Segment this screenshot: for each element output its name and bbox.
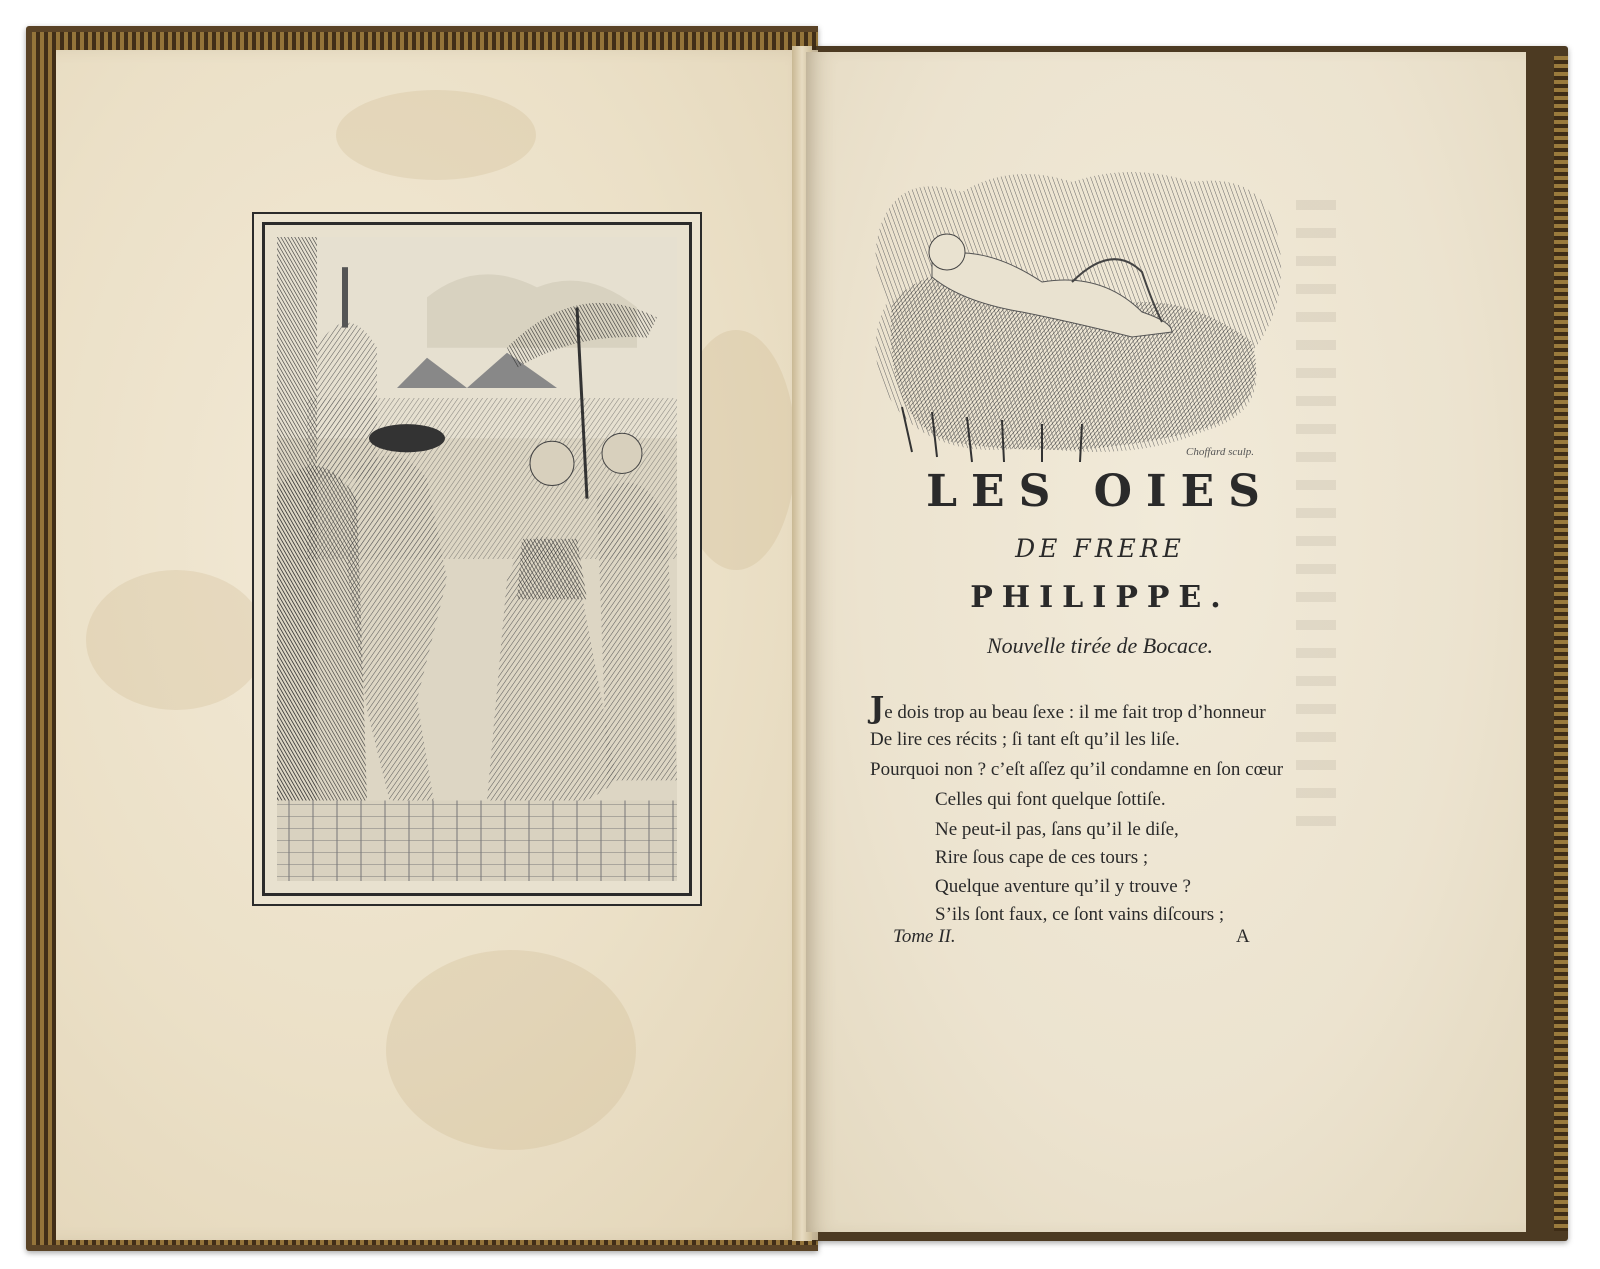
engraver-signature: Choffard sculp. (1186, 446, 1255, 458)
subtitle: Nouvelle tirée de Bocace. (986, 633, 1213, 658)
title-name: PHILIPPE. (970, 580, 1230, 615)
foxing-stain (336, 90, 536, 180)
verse-line-3: Pourquoi non ? c’eſt aſſez qu’il condamne en ſon cœur (870, 759, 1284, 780)
verse-line-2: De lire ces récits ; ſi tant eſt qu’il les liſe. (870, 729, 1180, 750)
verse-line-7: Quelque aventure qu’il y trouve ? (935, 876, 1191, 897)
vignette-engraving (872, 162, 1292, 464)
drop-cap: J (870, 691, 885, 726)
engraving-image (277, 237, 677, 881)
title-sub: DE FRERE (1015, 534, 1185, 563)
plate-border (262, 222, 692, 896)
verse-line-4: Celles qui font quelque ſottiſe. (935, 789, 1166, 810)
verse-line-1 (870, 691, 1266, 726)
engraving-icon (277, 237, 677, 881)
foxing-stain (386, 950, 636, 1150)
foxing-stain (86, 570, 266, 710)
verse-line-5: Ne peut-il pas, ſans qu’il le diſe, (935, 819, 1179, 840)
verse-line-6: Rire ſous cape de ces tours ; (935, 847, 1149, 868)
verse-line-1-text: e dois trop au beau ſexe : il me fait trop d’honneur (884, 702, 1266, 723)
frontispiece-plate (252, 212, 702, 906)
cloud-figure-icon (872, 162, 1292, 464)
volume-number: Tome II. (893, 926, 956, 947)
signature-mark: A (1236, 926, 1250, 947)
verse-line-8: S’ils ſont faux, ce ſont vains diſcours ; (935, 904, 1225, 925)
title-main: LES OIES (926, 466, 1274, 517)
show-through-text (1296, 200, 1336, 840)
